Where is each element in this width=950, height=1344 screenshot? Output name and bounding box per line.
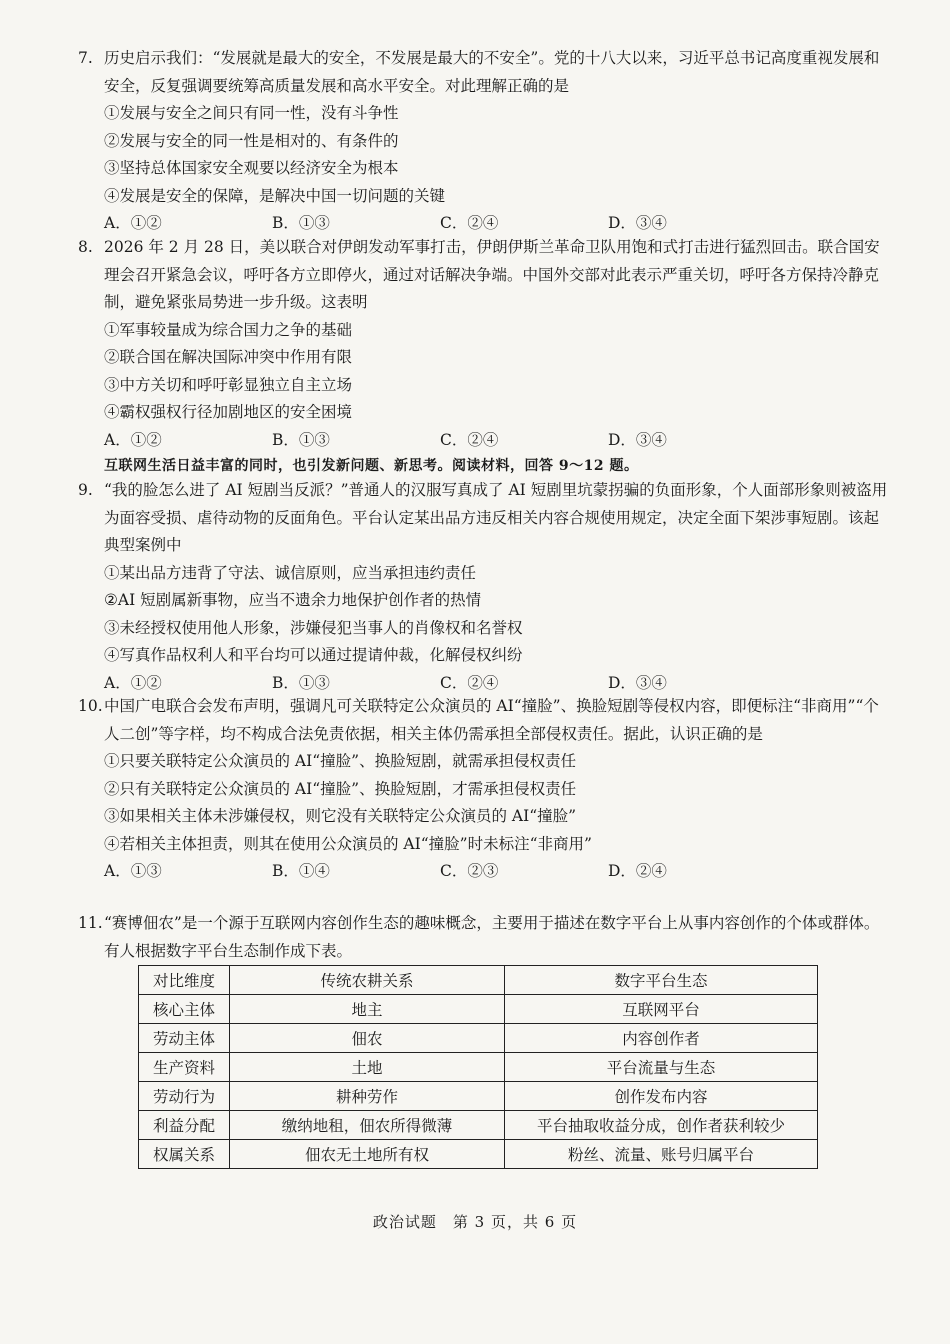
question-stem: 历史启示我们：“发展就是最大的安全，不发展是最大的不安全”。党的十八大以来，习近平总书记高度重视发展和安全，反复强调要统筹高质量发展和高水平安全。对此理解正确的是 [104, 49, 880, 95]
choice-c: C．②④ [440, 673, 499, 692]
option-3: ③中方关切和呼吁彰显独立自主立场 [104, 375, 353, 394]
option-2: ②只有关联特定公众演员的 AI“撞脸”、换脸短剧，才需承担侵权责任 [104, 779, 577, 798]
choice-d: D．③④ [608, 673, 667, 692]
answer-choices [104, 427, 888, 455]
option-4: ④写真作品权利人和平台均可以通过提请仲裁，化解侵权纠纷 [104, 646, 523, 664]
table-row [139, 1053, 818, 1082]
table-cell: 缴纳地租，佃农所得微薄 [230, 1111, 505, 1140]
table-cell: 佃农无土地所有权 [230, 1140, 505, 1169]
comparison-table [138, 965, 818, 1169]
table-cell: 传统农耕关系 [230, 966, 505, 995]
table-cell: 耕种劳作 [230, 1082, 505, 1111]
question-number: 9. [78, 481, 93, 499]
choice-b: B．①③ [272, 673, 330, 692]
table-row [139, 995, 818, 1024]
choice-c: C．②④ [440, 214, 499, 232]
choice-c: C．②③ [440, 862, 499, 880]
question-stem: 2026 年 2 月 28 日，美以联合对伊朗发动军事打击，伊朗伊斯兰革命卫队用饱和式打击进行猛烈回击。联合国安理会召开紧急会议，呼吁各方立即停火，通过对话解决争端。中国外交部对此表示严重关切，呼吁各方保持冷静克制，避免紧张局势进一步升级。这表明 [104, 238, 880, 311]
question-stem: “赛博佃农”是一个源于互联网内容创作生态的趣味概念，主要用于描述在数字平台上从事内容创作的个体或群体。有人根据数字平台生态制作成下表。 [104, 914, 880, 960]
table-cell: 数字平台生态 [505, 966, 818, 995]
choice-a: A．①② [104, 673, 162, 692]
table-cell: 平台抽取收益分成，创作者获利较少 [505, 1111, 818, 1140]
choice-d: D．②④ [608, 862, 667, 880]
table-row [139, 1082, 818, 1111]
choice-b: B．①④ [272, 862, 330, 880]
question-number: 7. [78, 49, 93, 67]
question-7 [78, 45, 888, 238]
answer-choices [104, 858, 888, 886]
option-4: ④霸权强权行径加剧地区的安全困境 [104, 403, 353, 421]
table-cell: 平台流量与生态 [505, 1053, 818, 1082]
table-cell: 土地 [230, 1053, 505, 1082]
choice-b: B．①③ [272, 214, 330, 232]
question-9 [78, 477, 888, 697]
question-11 [78, 910, 888, 965]
table-cell: 权属关系 [139, 1140, 230, 1169]
choice-d: D．③④ [608, 430, 667, 449]
table-row [139, 1140, 818, 1169]
table-cell: 互联网平台 [505, 995, 818, 1024]
option-4: ④若相关主体担责，则其在使用公众演员的 AI“撞脸”时未标注“非商用” [104, 834, 592, 853]
page-footer: 政治试题 第 3 页，共 6 页 [372, 1213, 578, 1231]
option-2: ②联合国在解决国际冲突中作用有限 [104, 348, 353, 366]
choice-d: D．③④ [608, 214, 667, 232]
question-stem: “我的脸怎么进了 AI 短剧当反派？”普通人的汉服写真成了 AI 短剧里坑蒙拐骗的负面形象，个人面部形象则被盗用为面容受损、虐待动物的反面角色。平台认定某出品方违反相关内容合规使用规定，决定全面下架涉事短剧。该起典型案例中 [104, 481, 888, 554]
option-1: ①某出品方违背了守法、诚信原则，应当承担违约责任 [104, 563, 477, 582]
table-cell: 佃农 [230, 1024, 505, 1053]
table-cell: 劳动行为 [139, 1082, 230, 1111]
question-10 [78, 693, 888, 886]
option-1: ①只要关联特定公众演员的 AI“撞脸”、换脸短剧，就需承担侵权责任 [104, 752, 577, 770]
option-3: ③未经授权使用他人形象，涉嫌侵犯当事人的肖像权和名誉权 [104, 618, 523, 637]
question-number: 11. [78, 914, 103, 932]
table-cell: 地主 [230, 995, 505, 1024]
option-1: ①发展与安全之间只有同一性，没有斗争性 [104, 104, 399, 122]
option-4: ④发展是安全的保障，是解决中国一切问题的关键 [104, 186, 446, 205]
table-cell: 粉丝、流量、账号归属平台 [505, 1140, 818, 1169]
option-2: ②AI 短剧属新事物，应当不遗余力地保护创作者的热情 [104, 591, 482, 609]
question-number: 8. [78, 238, 93, 256]
reading-instruction: 互联网生活日益丰富的同时，也引发新问题、新思考。阅读材料，回答 9～12 题。 [104, 458, 639, 474]
table-cell: 内容创作者 [505, 1024, 818, 1053]
table-cell: 利益分配 [139, 1111, 230, 1140]
table-cell: 核心主体 [139, 995, 230, 1024]
choice-a: A．①② [104, 214, 162, 232]
choice-c: C．②④ [440, 430, 499, 449]
option-3: ③如果相关主体未涉嫌侵权，则它没有关联特定公众演员的 AI“撞脸” [104, 807, 577, 825]
question-stem: 中国广电联合会发布声明，强调凡可关联特定公众演员的 AI“撞脸”、换脸短剧等侵权内容，即便标注“非商用”“个人二创”等字样，均不构成合法免责依据，相关主体仍需承担全部侵权责任。据此，认识正确的是 [104, 697, 879, 743]
table-row [139, 1111, 818, 1140]
option-2: ②发展与安全的同一性是相对的、有条件的 [104, 131, 399, 150]
table-header-row [139, 966, 818, 995]
choice-a: A．①② [104, 430, 162, 449]
table-cell: 对比维度 [139, 966, 230, 995]
choice-b: B．①③ [272, 430, 330, 449]
choice-a: A．①③ [104, 862, 162, 880]
option-1: ①军事较量成为综合国力之争的基础 [104, 320, 353, 339]
table-cell: 劳动主体 [139, 1024, 230, 1053]
table-cell: 生产资料 [139, 1053, 230, 1082]
table-row [139, 1024, 818, 1053]
question-8 [78, 234, 888, 454]
question-number: 10. [78, 697, 103, 715]
option-3: ③坚持总体国家安全观要以经济安全为根本 [104, 159, 399, 177]
table-cell: 创作发布内容 [505, 1082, 818, 1111]
